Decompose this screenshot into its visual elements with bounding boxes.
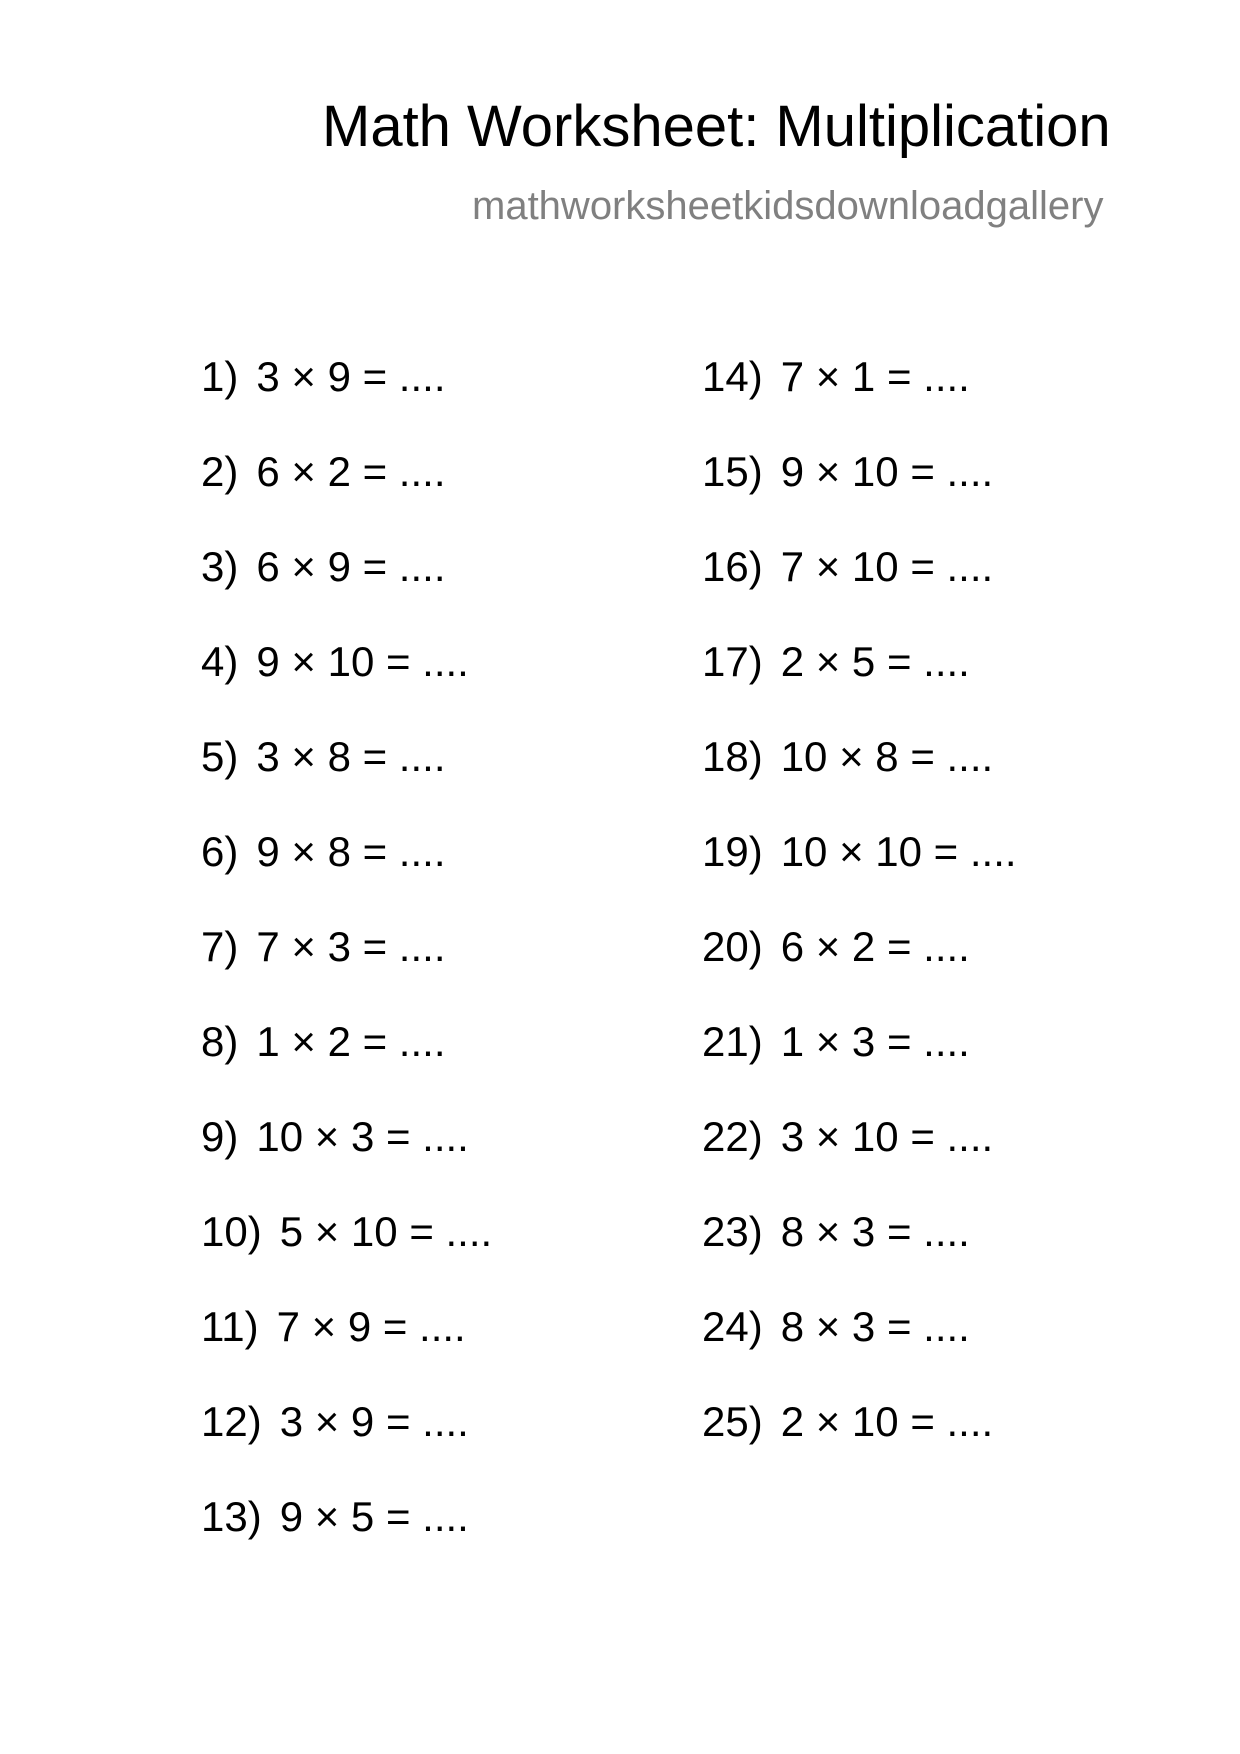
problem-item bbox=[201, 733, 492, 828]
problem-item bbox=[702, 1018, 1017, 1113]
problem-number: 10) bbox=[201, 1208, 262, 1255]
problem-number: 23) bbox=[702, 1208, 763, 1255]
problem-expression: 7 × 3 = .... bbox=[256, 923, 446, 970]
problem-item bbox=[201, 1398, 492, 1493]
problem-number: 15) bbox=[702, 448, 763, 495]
problem-expression: 7 × 9 = .... bbox=[276, 1303, 466, 1350]
problem-item bbox=[702, 733, 1017, 828]
problem-item bbox=[702, 543, 1017, 638]
problem-number: 18) bbox=[702, 733, 763, 780]
problem-number: 11) bbox=[201, 1303, 259, 1350]
problem-number: 22) bbox=[702, 1113, 763, 1160]
problem-item bbox=[201, 1018, 492, 1113]
problem-expression: 6 × 9 = .... bbox=[256, 543, 446, 590]
problem-column-right bbox=[702, 353, 1017, 1493]
problem-expression: 1 × 2 = .... bbox=[256, 1018, 446, 1065]
problem-item bbox=[702, 448, 1017, 543]
problem-number: 21) bbox=[702, 1018, 763, 1065]
problem-expression: 3 × 10 = .... bbox=[780, 1113, 994, 1160]
problem-expression: 2 × 10 = .... bbox=[780, 1398, 994, 1445]
problem-item bbox=[702, 923, 1017, 1018]
problem-number: 7) bbox=[201, 923, 239, 970]
problem-number: 13) bbox=[201, 1493, 262, 1540]
problem-item bbox=[702, 353, 1017, 448]
problem-expression: 6 × 2 = .... bbox=[256, 448, 446, 495]
problem-item bbox=[702, 1398, 1017, 1493]
problem-expression: 9 × 8 = .... bbox=[256, 828, 446, 875]
problem-number: 24) bbox=[702, 1303, 763, 1350]
problem-column-left bbox=[201, 353, 492, 1588]
problem-item bbox=[201, 1208, 492, 1303]
problem-item bbox=[702, 1208, 1017, 1303]
problem-expression: 1 × 3 = .... bbox=[780, 1018, 970, 1065]
problem-item bbox=[201, 638, 492, 733]
worksheet-title: Math Worksheet: Multiplication bbox=[322, 94, 1111, 159]
problem-item bbox=[201, 448, 492, 543]
problem-item bbox=[702, 828, 1017, 923]
problem-expression: 3 × 9 = .... bbox=[279, 1398, 469, 1445]
problem-number: 9) bbox=[201, 1113, 239, 1160]
problem-expression: 10 × 10 = .... bbox=[780, 828, 1017, 875]
worksheet-subtitle: mathworksheetkidsdownloadgallery bbox=[472, 184, 1104, 228]
problem-number: 6) bbox=[201, 828, 239, 875]
problem-number: 19) bbox=[702, 828, 763, 875]
problem-expression: 9 × 5 = .... bbox=[279, 1493, 469, 1540]
problem-number: 1) bbox=[201, 353, 239, 400]
problem-expression: 3 × 9 = .... bbox=[256, 353, 446, 400]
problem-number: 16) bbox=[702, 543, 763, 590]
problem-number: 5) bbox=[201, 733, 239, 780]
problem-item bbox=[201, 1303, 492, 1398]
problem-expression: 9 × 10 = .... bbox=[780, 448, 994, 495]
problem-item bbox=[201, 1493, 492, 1588]
problem-item bbox=[201, 1113, 492, 1208]
problem-number: 20) bbox=[702, 923, 763, 970]
problem-number: 25) bbox=[702, 1398, 763, 1445]
problem-expression: 6 × 2 = .... bbox=[780, 923, 970, 970]
problem-expression: 8 × 3 = .... bbox=[780, 1208, 970, 1255]
problem-item bbox=[201, 828, 492, 923]
problem-expression: 7 × 1 = .... bbox=[780, 353, 970, 400]
problem-number: 4) bbox=[201, 638, 239, 685]
problem-expression: 5 × 10 = .... bbox=[279, 1208, 493, 1255]
problem-item bbox=[702, 638, 1017, 733]
problem-expression: 2 × 5 = .... bbox=[780, 638, 970, 685]
problem-expression: 10 × 8 = .... bbox=[780, 733, 994, 780]
problem-number: 12) bbox=[201, 1398, 262, 1445]
problem-expression: 7 × 10 = .... bbox=[780, 543, 994, 590]
problem-number: 8) bbox=[201, 1018, 239, 1065]
problem-number: 14) bbox=[702, 353, 763, 400]
problem-item bbox=[201, 543, 492, 638]
problem-item bbox=[201, 353, 492, 448]
problem-expression: 9 × 10 = .... bbox=[256, 638, 469, 685]
problem-item bbox=[702, 1113, 1017, 1208]
problem-item bbox=[201, 923, 492, 1018]
problem-number: 2) bbox=[201, 448, 239, 495]
problem-expression: 3 × 8 = .... bbox=[256, 733, 446, 780]
problem-number: 3) bbox=[201, 543, 239, 590]
problem-expression: 8 × 3 = .... bbox=[780, 1303, 970, 1350]
problem-number: 17) bbox=[702, 638, 763, 685]
problem-expression: 10 × 3 = .... bbox=[256, 1113, 469, 1160]
problem-item bbox=[702, 1303, 1017, 1398]
